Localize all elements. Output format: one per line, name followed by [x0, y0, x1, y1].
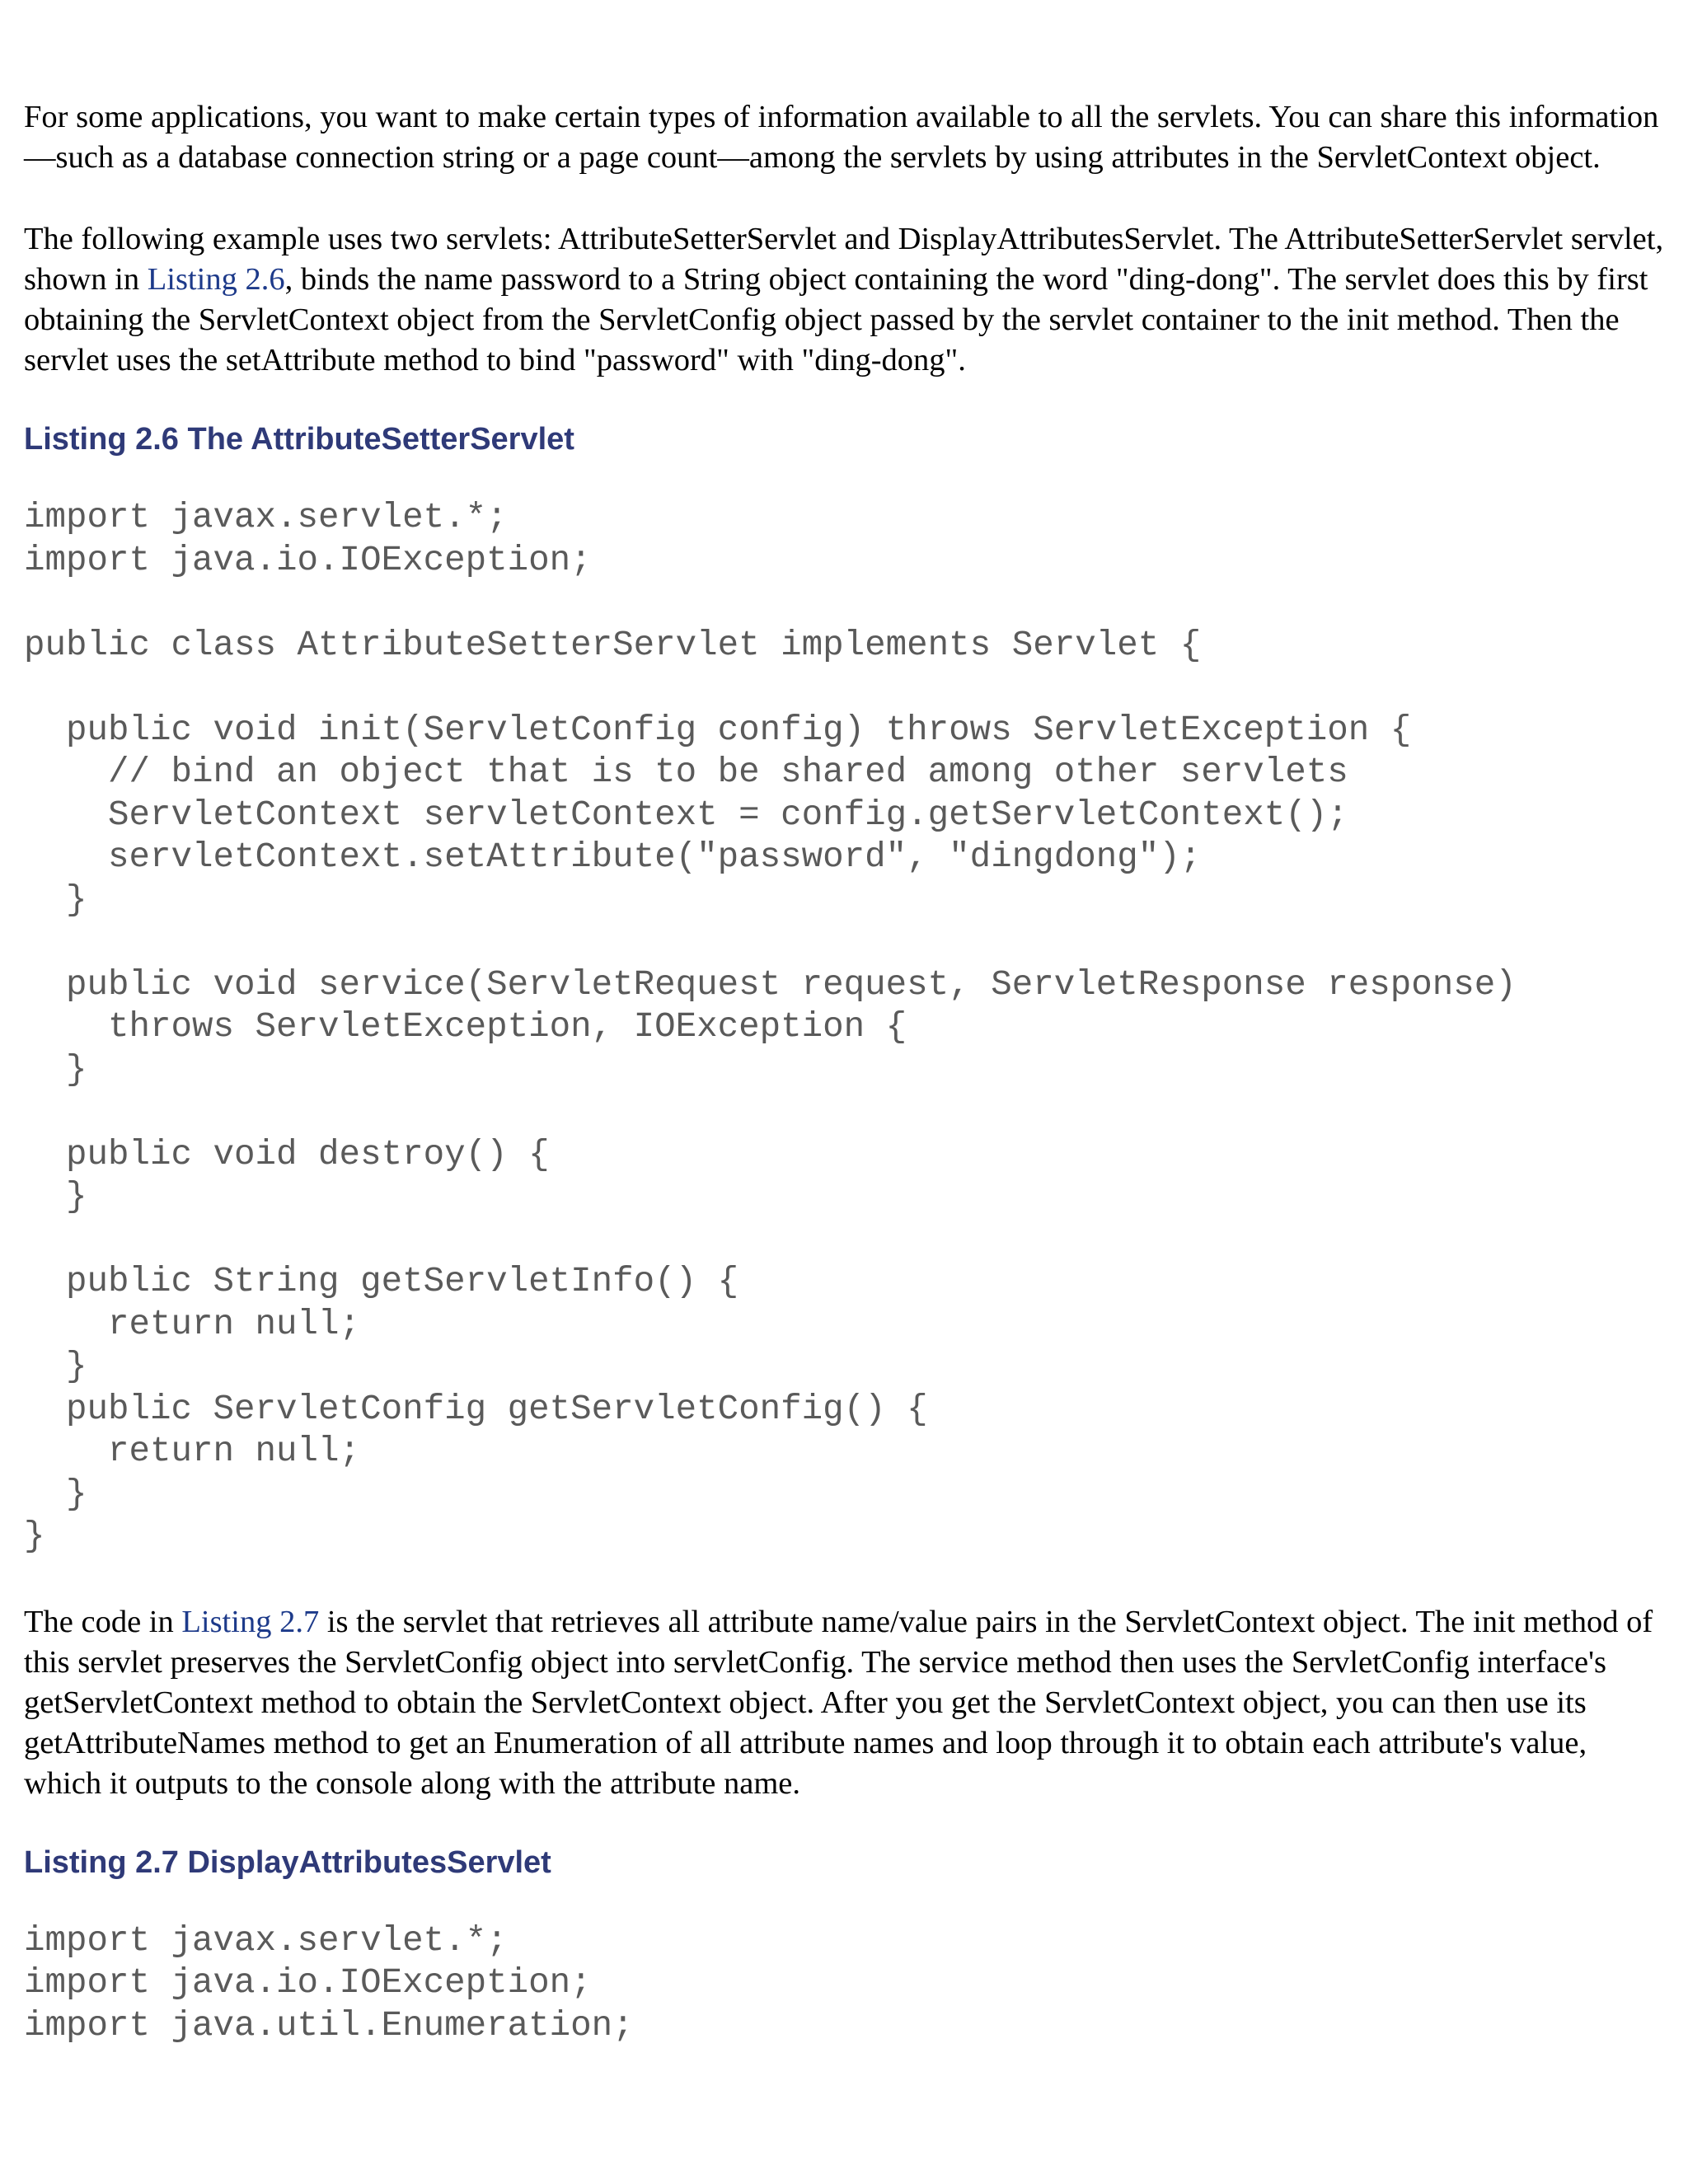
retrieval-paragraph-text-before: The code in — [24, 1604, 182, 1639]
document-page — [24, 97, 1664, 2047]
listing-2-6-code: import javax.servlet.*; import java.io.IOException; public class AttributeSetterServlet implements Servlet { public void init(ServletConfig config) throws ServletException { // bind an object that is to be shared among other servlets ServletContext servletContext = config.getServletContext(); servletContext.setAttribute("password", "dingdong"); } public void service(ServletRequest request, ServletResponse response) throws ServletException, IOException { } public void destroy() { } public String getServletInfo() { return null; } public ServletConfig getServletConfig() { return null; } } — [24, 498, 1517, 1556]
listing-2-7-link[interactable]: Listing 2.7 — [181, 1604, 320, 1639]
intro-paragraph-text: For some applications, you want to make certain types of information available to all the servlets. You can share this information—such as a database connection string or a page count—among the servlets by using attributes in the ServletContext object. — [24, 100, 1659, 175]
intro-paragraph — [24, 97, 1664, 178]
listing-2-6-link[interactable]: Listing 2.6 — [147, 262, 285, 297]
retrieval-paragraph-text-after: is the servlet that retrieves all attribute name/value pairs in the ServletContext object. The init method of this servlet preserves the ServletConfig object into servletConfig. The service method then uses the ServletConfig interface's getServletContext method to obtain the ServletContext object. After you get the ServletContext object, you can then use its getAttributeNames method to get an Enumeration of all attribute names and loop through it to obtain each attribute's value, which it outputs to the console along with the attribute name. — [24, 1604, 1653, 1801]
listing-2-7-code: import javax.servlet.*; import java.io.IOException; import java.util.Enumeration; — [24, 1920, 634, 2046]
listing-2-7-title: Listing 2.7 DisplayAttributesServlet — [24, 1844, 551, 1880]
retrieval-paragraph — [24, 1602, 1664, 1804]
listing-2-6-title: Listing 2.6 The AttributeSetterServlet — [24, 422, 574, 457]
example-paragraph-text-before: The following example uses two servlets: AttributeSetterServlet and DisplayAttributesServlet. The AttributeSetterServlet servlet, shown in — [24, 222, 1664, 297]
example-paragraph — [24, 219, 1664, 381]
example-paragraph-text-after: , binds the name password to a String object containing the word "ding-dong". The servlet does this by first obtaining the ServletContext object from the ServletConfig object passed by the servlet container to the init method. Then the servlet uses the setAttribute method to bind "password" with "ding-dong". — [24, 262, 1648, 377]
